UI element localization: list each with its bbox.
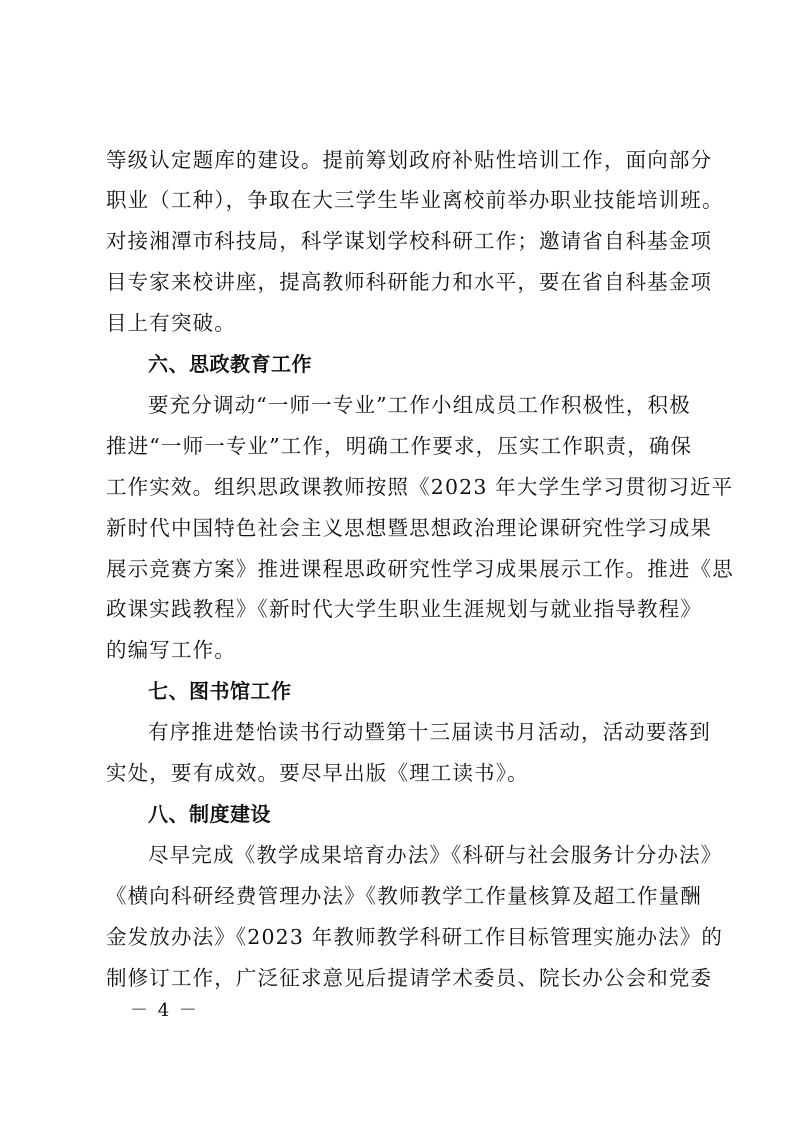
- body-text-line: 工作实效。组织思政课教师按照《2023 年大学生学习贯彻习近平: [106, 475, 734, 499]
- body-text-line: 有序推进楚怡读书行动暨第十三届读书月活动，活动要落到: [148, 720, 711, 744]
- body-text-line: 目专家来校讲座，提高教师科研能力和水平，要在省自科基金项: [106, 270, 713, 294]
- body-text-line: 政课实践教程》《新时代大学生职业生涯规划与就业指导教程》: [106, 597, 702, 621]
- body-text-line: 制修订工作，广泛征求意见后提请学术委员、院长办公会和党委: [106, 966, 713, 990]
- section-heading-ideological-education: 六、思政教育工作: [148, 352, 312, 376]
- section-heading-institution-building: 八、制度建设: [148, 802, 271, 826]
- body-text-line: 要充分调动“一师一专业”工作小组成员工作积极性，积极: [148, 393, 691, 417]
- body-text-line: 《横向科研经费管理办法》《教师教学工作量核算及超工作量酬: [106, 884, 702, 908]
- body-text-line: 金发放办法》《2023 年教师教学科研工作目标管理实施办法》的: [106, 925, 724, 949]
- section-heading-library: 七、图书馆工作: [148, 679, 292, 703]
- body-text-line: 实处，要有成效。要尽早出版《理工读书》。: [106, 761, 529, 785]
- body-text-line: 对接湘潭市科技局，科学谋划学校科研工作；邀请省自科基金项: [106, 229, 713, 253]
- body-text-line: 职业（工种），争取在大三学生毕业离校前举办职业技能培训班。: [106, 188, 724, 212]
- page-number: － 4 －: [130, 1000, 199, 1021]
- body-text-line: 等级认定题库的建设。提前筹划政府补贴性培训工作，面向部分: [106, 148, 713, 172]
- body-text-line: 目上有突破。: [106, 311, 236, 335]
- body-text-line: 尽早完成《教学成果培育办法》《科研与社会服务计分办法》: [148, 843, 723, 867]
- body-text-line: 展示竞赛方案》推进课程思政研究性学习成果展示工作。推进《思: [106, 557, 734, 581]
- body-text-line: 的编写工作。: [106, 638, 236, 662]
- body-text-line: 新时代中国特色社会主义思想暨思想政治理论课研究性学习成果: [106, 516, 713, 540]
- body-text-line: 推进“一师一专业”工作，明确工作要求，压实工作职责，确保: [106, 434, 693, 458]
